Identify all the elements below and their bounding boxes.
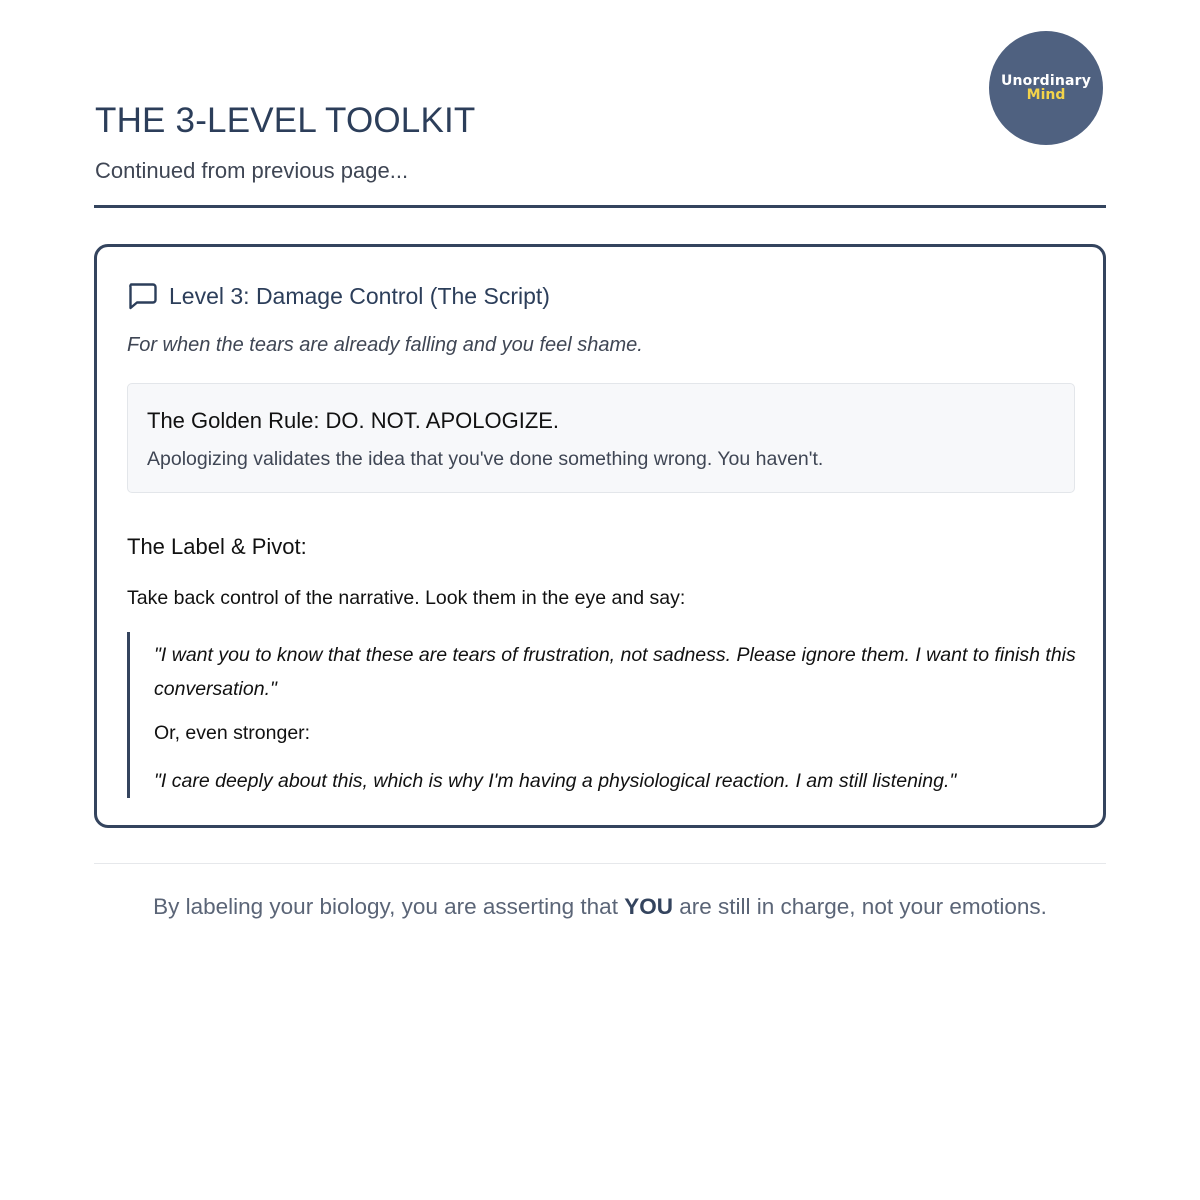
script-or-text: Or, even stronger: (154, 722, 311, 744)
script-quote-1: "I want you to know that these are tears of frustration, not sadness. Please ignore them. I want to finish this conversation." (154, 644, 1076, 700)
golden-rule-title: The Golden Rule: DO. NOT. APOLOGIZE. (147, 408, 560, 433)
card-heading-label: Level 3: Damage Control (The Script) (169, 282, 550, 309)
page-subtitle: Continued from previous page... (95, 158, 409, 183)
golden-rule-text: Apologizing validates the idea that you've done something wrong. You haven't. (147, 448, 824, 470)
header-divider (94, 205, 1106, 208)
logo-text-line2: Mind (1026, 87, 1066, 103)
footer-divider (94, 863, 1106, 864)
script-quote-block (127, 632, 1078, 798)
pivot-intro: Take back control of the narrative. Look them in the eye and say: (127, 587, 686, 609)
page-title: THE 3-LEVEL TOOLKIT (95, 101, 476, 140)
footer-text-before: By labeling your biology, you are asserting that (153, 894, 625, 919)
script-quote-2: "I care deeply about this, which is why I'm having a physiological reaction. I am still listening." (154, 770, 957, 792)
pivot-title: The Label & Pivot: (127, 534, 307, 559)
level-card (94, 244, 1106, 828)
golden-rule-box (127, 383, 1075, 493)
footer-text-after: are still in charge, not your emotions. (672, 894, 1047, 919)
footer-note (0, 894, 1200, 920)
footer-emphasis: YOU (624, 894, 673, 919)
chat-bubble-icon (127, 282, 157, 310)
card-intro: For when the tears are already falling and you feel shame. (127, 334, 643, 356)
logo-badge (989, 31, 1103, 145)
logo-text-line1: Unordinary (1000, 73, 1092, 89)
card-heading (127, 282, 550, 310)
